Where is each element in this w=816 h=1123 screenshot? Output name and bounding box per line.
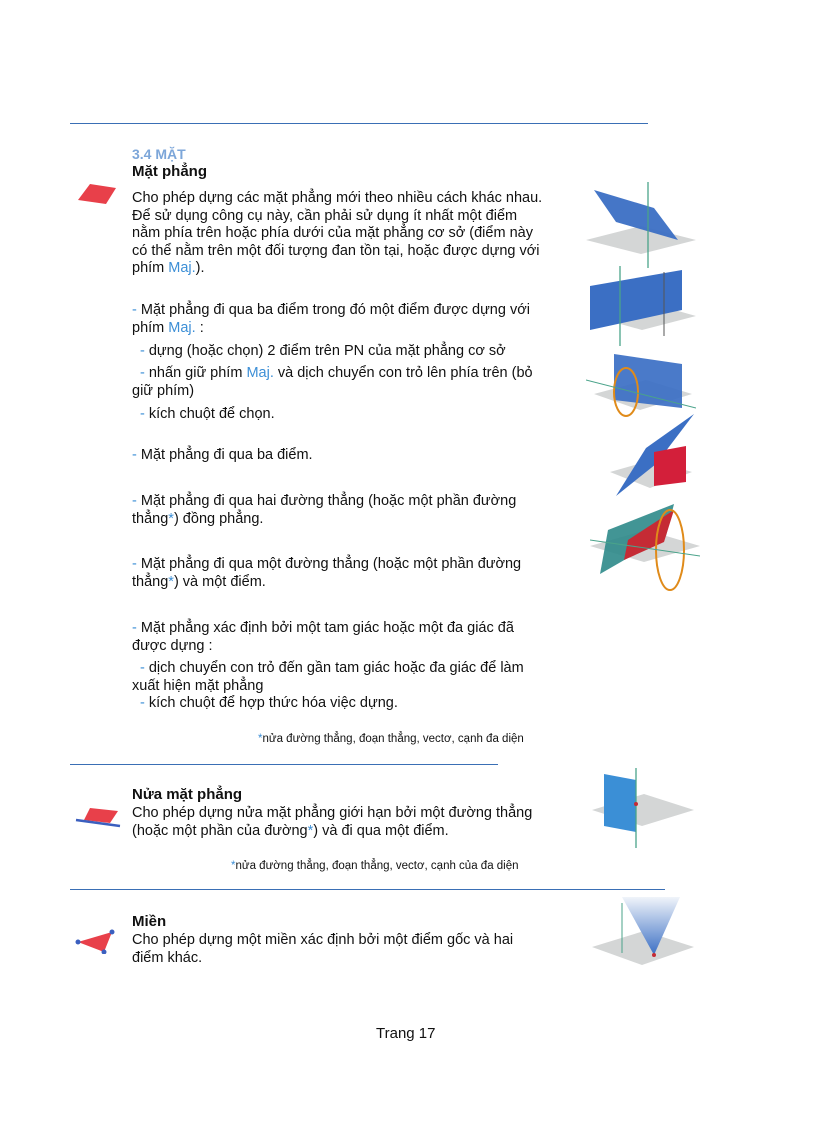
dash: -	[132, 447, 137, 463]
sub-line	[132, 695, 582, 713]
dash: -	[140, 695, 145, 711]
text-line: điểm khác.	[132, 949, 203, 966]
text-line	[132, 823, 582, 841]
text: Mặt phẳng xác định bởi một tam giác hoặc một đa giác đã	[136, 620, 514, 636]
intro-line: Cho phép dựng các mặt phẳng mới theo nhiều cách khác nhau.	[132, 190, 543, 206]
section-title: MẶT	[155, 146, 186, 162]
region-tool-icon	[74, 928, 118, 954]
bullet-line	[132, 493, 582, 511]
text: Mặt phẳng đi qua hai đường thẳng (hoặc một phần đường	[136, 493, 517, 509]
dash: -	[132, 493, 137, 509]
maj-key: Maj.	[246, 365, 274, 381]
bullet-two-lines	[132, 493, 582, 528]
star: *	[168, 510, 174, 527]
maj-key: Maj.	[168, 319, 196, 336]
text: ) và đi qua một điểm.	[313, 822, 449, 839]
text: nửa đường thẳng, đoạn thẳng, vectơ, cạnh của đa diện	[235, 860, 519, 872]
star: *	[168, 573, 174, 590]
half-plane-footnote	[231, 860, 519, 872]
intro-line: Để sử dụng công cụ này, cần phải sử dụng ít nhất một điểm	[132, 207, 518, 224]
illustration-plane-two	[586, 266, 696, 346]
dash: -	[140, 406, 145, 422]
bullet-line	[132, 574, 582, 592]
half-plane-text	[132, 805, 582, 840]
text-line: Cho phép dựng nửa mặt phẳng giới hạn bởi một đường thẳng	[132, 805, 533, 821]
text: phím	[132, 319, 169, 336]
text: Mặt phẳng đi qua một đường thẳng (hoặc một phần đường	[136, 556, 522, 572]
plane-footnote	[258, 733, 524, 745]
text: thẳng	[132, 573, 169, 590]
lower-rule	[70, 889, 665, 890]
illustration-half-plane	[588, 764, 698, 848]
bullet-line: được dựng :	[132, 637, 213, 654]
plane-heading: Mặt phẳng	[132, 163, 207, 180]
page-number: Trang 17	[376, 1025, 436, 1042]
bullet-three-points-maj	[132, 302, 582, 337]
illustration-three-points	[606, 412, 696, 498]
text-line: Cho phép dựng một miền xác định bởi một điểm gốc và hai	[132, 932, 514, 948]
text: nửa đường thẳng, đoạn thẳng, vectơ, cạnh đa diện	[262, 733, 524, 745]
sub-bullet	[140, 406, 275, 424]
top-rule	[70, 123, 648, 124]
section-heading	[132, 146, 186, 162]
mid-rule	[70, 764, 498, 765]
region-text	[132, 932, 582, 967]
sub-line: giữ phím)	[132, 382, 195, 399]
plane-tool-icon	[76, 182, 118, 206]
intro-line: có thể nằm trên một đối tượng đan tồn tại, hoặc được dựng với	[132, 242, 540, 259]
region-heading: Miền	[132, 913, 167, 930]
half-plane-tool-icon	[74, 806, 122, 828]
text: (hoặc một phần của đường	[132, 822, 308, 839]
maj-key: Maj.	[168, 260, 196, 276]
dash: -	[140, 660, 145, 676]
dash: -	[140, 365, 145, 381]
sub-bullet	[132, 660, 582, 713]
intro-line	[132, 260, 582, 278]
sub-line	[132, 365, 582, 383]
text: ).	[195, 260, 205, 276]
text: thẳng	[132, 510, 169, 527]
illustration-plane-vertical	[586, 182, 696, 268]
intro-line: nằm phía trên hoặc phía dưới của mặt phẳng cơ sở (điểm này	[132, 225, 533, 241]
illustration-two-lines	[590, 502, 700, 594]
text: và dịch chuyển con trỏ lên phía trên (bỏ	[273, 365, 533, 381]
dash: -	[140, 343, 145, 359]
illustration-region	[588, 897, 698, 977]
plane-intro	[132, 190, 582, 278]
text: kích chuột để chọn.	[144, 406, 275, 422]
text: phím	[132, 260, 169, 276]
bullet-line	[132, 320, 582, 338]
sub-bullet	[132, 365, 582, 400]
bullet-line	[132, 511, 582, 529]
half-plane-heading: Nửa mặt phẳng	[132, 786, 243, 803]
sub-line: xuất hiện mặt phẳng	[132, 677, 264, 694]
section-number: 3.4	[132, 146, 152, 162]
star: *	[231, 860, 236, 872]
text: Mặt phẳng đi qua ba điểm.	[136, 447, 313, 463]
text: nhấn giữ phím	[144, 365, 247, 381]
dash: -	[132, 556, 137, 572]
text: ) và một điểm.	[173, 573, 266, 590]
text: :	[195, 319, 204, 336]
star: *	[258, 733, 263, 745]
dash: -	[132, 302, 137, 318]
dash: -	[132, 620, 137, 636]
text: Mặt phẳng đi qua ba điểm trong đó một điểm được dựng với	[136, 302, 530, 318]
bullet-three-points	[132, 447, 313, 465]
sub-line	[132, 660, 582, 678]
text: kích chuột để hợp thức hóa việc dựng.	[144, 695, 398, 711]
text: dựng (hoặc chọn) 2 điểm trên PN của mặt phẳng cơ sở	[144, 343, 506, 359]
bullet-line	[132, 556, 582, 574]
bullet-polygon	[132, 620, 582, 655]
text: dịch chuyển con trỏ đến gần tam giác hoặc đa giác để làm	[144, 660, 524, 676]
bullet-line	[132, 620, 582, 638]
star: *	[307, 822, 314, 839]
sub-bullet	[140, 343, 506, 361]
bullet-line	[132, 302, 582, 320]
text: ) đồng phẳng.	[173, 510, 264, 527]
bullet-line-point	[132, 556, 582, 591]
